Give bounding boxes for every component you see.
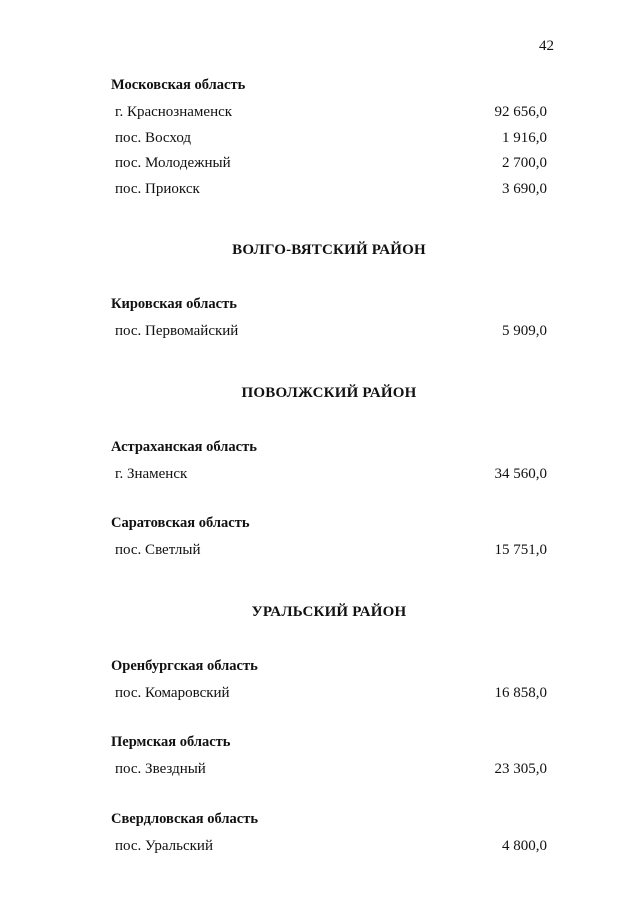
settlement-value: 2 700,0 xyxy=(502,155,547,171)
oblast-title: Астраханская область xyxy=(111,438,257,455)
oblast-title: Свердловская область xyxy=(111,810,259,827)
document-body xyxy=(111,76,547,886)
settlement-value: 92 656,0 xyxy=(494,104,547,120)
region-heading: УРАЛЬСКИЙ РАЙОН xyxy=(251,603,407,620)
settlement-value: 4 800,0 xyxy=(502,837,547,854)
region-heading: ПОВОЛЖСКИЙ РАЙОН xyxy=(241,384,417,401)
settlement-name: пос. Восход xyxy=(115,129,192,146)
settlement-row xyxy=(111,540,547,566)
settlement-row xyxy=(111,128,547,154)
settlement-name: пос. Приокск xyxy=(115,180,200,197)
settlement-name: г. Знаменск xyxy=(115,465,188,482)
oblast-block xyxy=(111,295,547,347)
region-section xyxy=(111,604,547,862)
settlement-row xyxy=(111,153,547,179)
oblast-title: Саратовская область xyxy=(111,515,250,531)
settlement-row xyxy=(111,179,547,205)
settlement-name: пос. Комаровский xyxy=(115,684,230,701)
oblast-title: Оренбургская область xyxy=(111,657,258,674)
settlement-name: пос. Светлый xyxy=(115,542,201,558)
settlement-name: пос. Молодежный xyxy=(115,155,231,171)
settlement-name: пос. Звездный xyxy=(115,761,206,777)
page-number: 42 xyxy=(539,38,554,54)
settlement-value: 1 916,0 xyxy=(502,129,547,146)
settlement-name: пос. Первомайский xyxy=(115,323,239,339)
oblast-title: Кировская область xyxy=(111,296,237,312)
settlement-value: 5 909,0 xyxy=(502,323,547,339)
settlement-row xyxy=(111,464,547,490)
settlement-row xyxy=(111,836,547,862)
oblast-title: Московская область xyxy=(111,77,246,93)
settlement-value: 16 858,0 xyxy=(494,684,547,701)
oblast-block xyxy=(111,76,547,204)
oblast-block xyxy=(111,438,547,490)
settlement-row xyxy=(111,759,547,785)
region-section xyxy=(111,242,547,347)
region-heading: ВОЛГО-ВЯТСКИЙ РАЙОН xyxy=(232,242,426,258)
oblast-block xyxy=(111,810,547,862)
settlement-name: пос. Уральский xyxy=(115,837,213,854)
oblast-block xyxy=(111,733,547,785)
oblast-title: Пермская область xyxy=(111,734,231,750)
settlement-row xyxy=(111,102,547,128)
oblast-block xyxy=(111,657,547,709)
region-section xyxy=(111,76,547,204)
settlement-value: 23 305,0 xyxy=(494,761,547,777)
settlement-row xyxy=(111,321,547,347)
oblast-block xyxy=(111,514,547,566)
settlement-row xyxy=(111,683,547,709)
settlement-value: 15 751,0 xyxy=(494,542,547,558)
settlement-value: 34 560,0 xyxy=(494,465,547,482)
settlement-value: 3 690,0 xyxy=(502,180,547,197)
region-section xyxy=(111,385,547,566)
settlement-name: г. Краснознаменск xyxy=(115,104,233,120)
